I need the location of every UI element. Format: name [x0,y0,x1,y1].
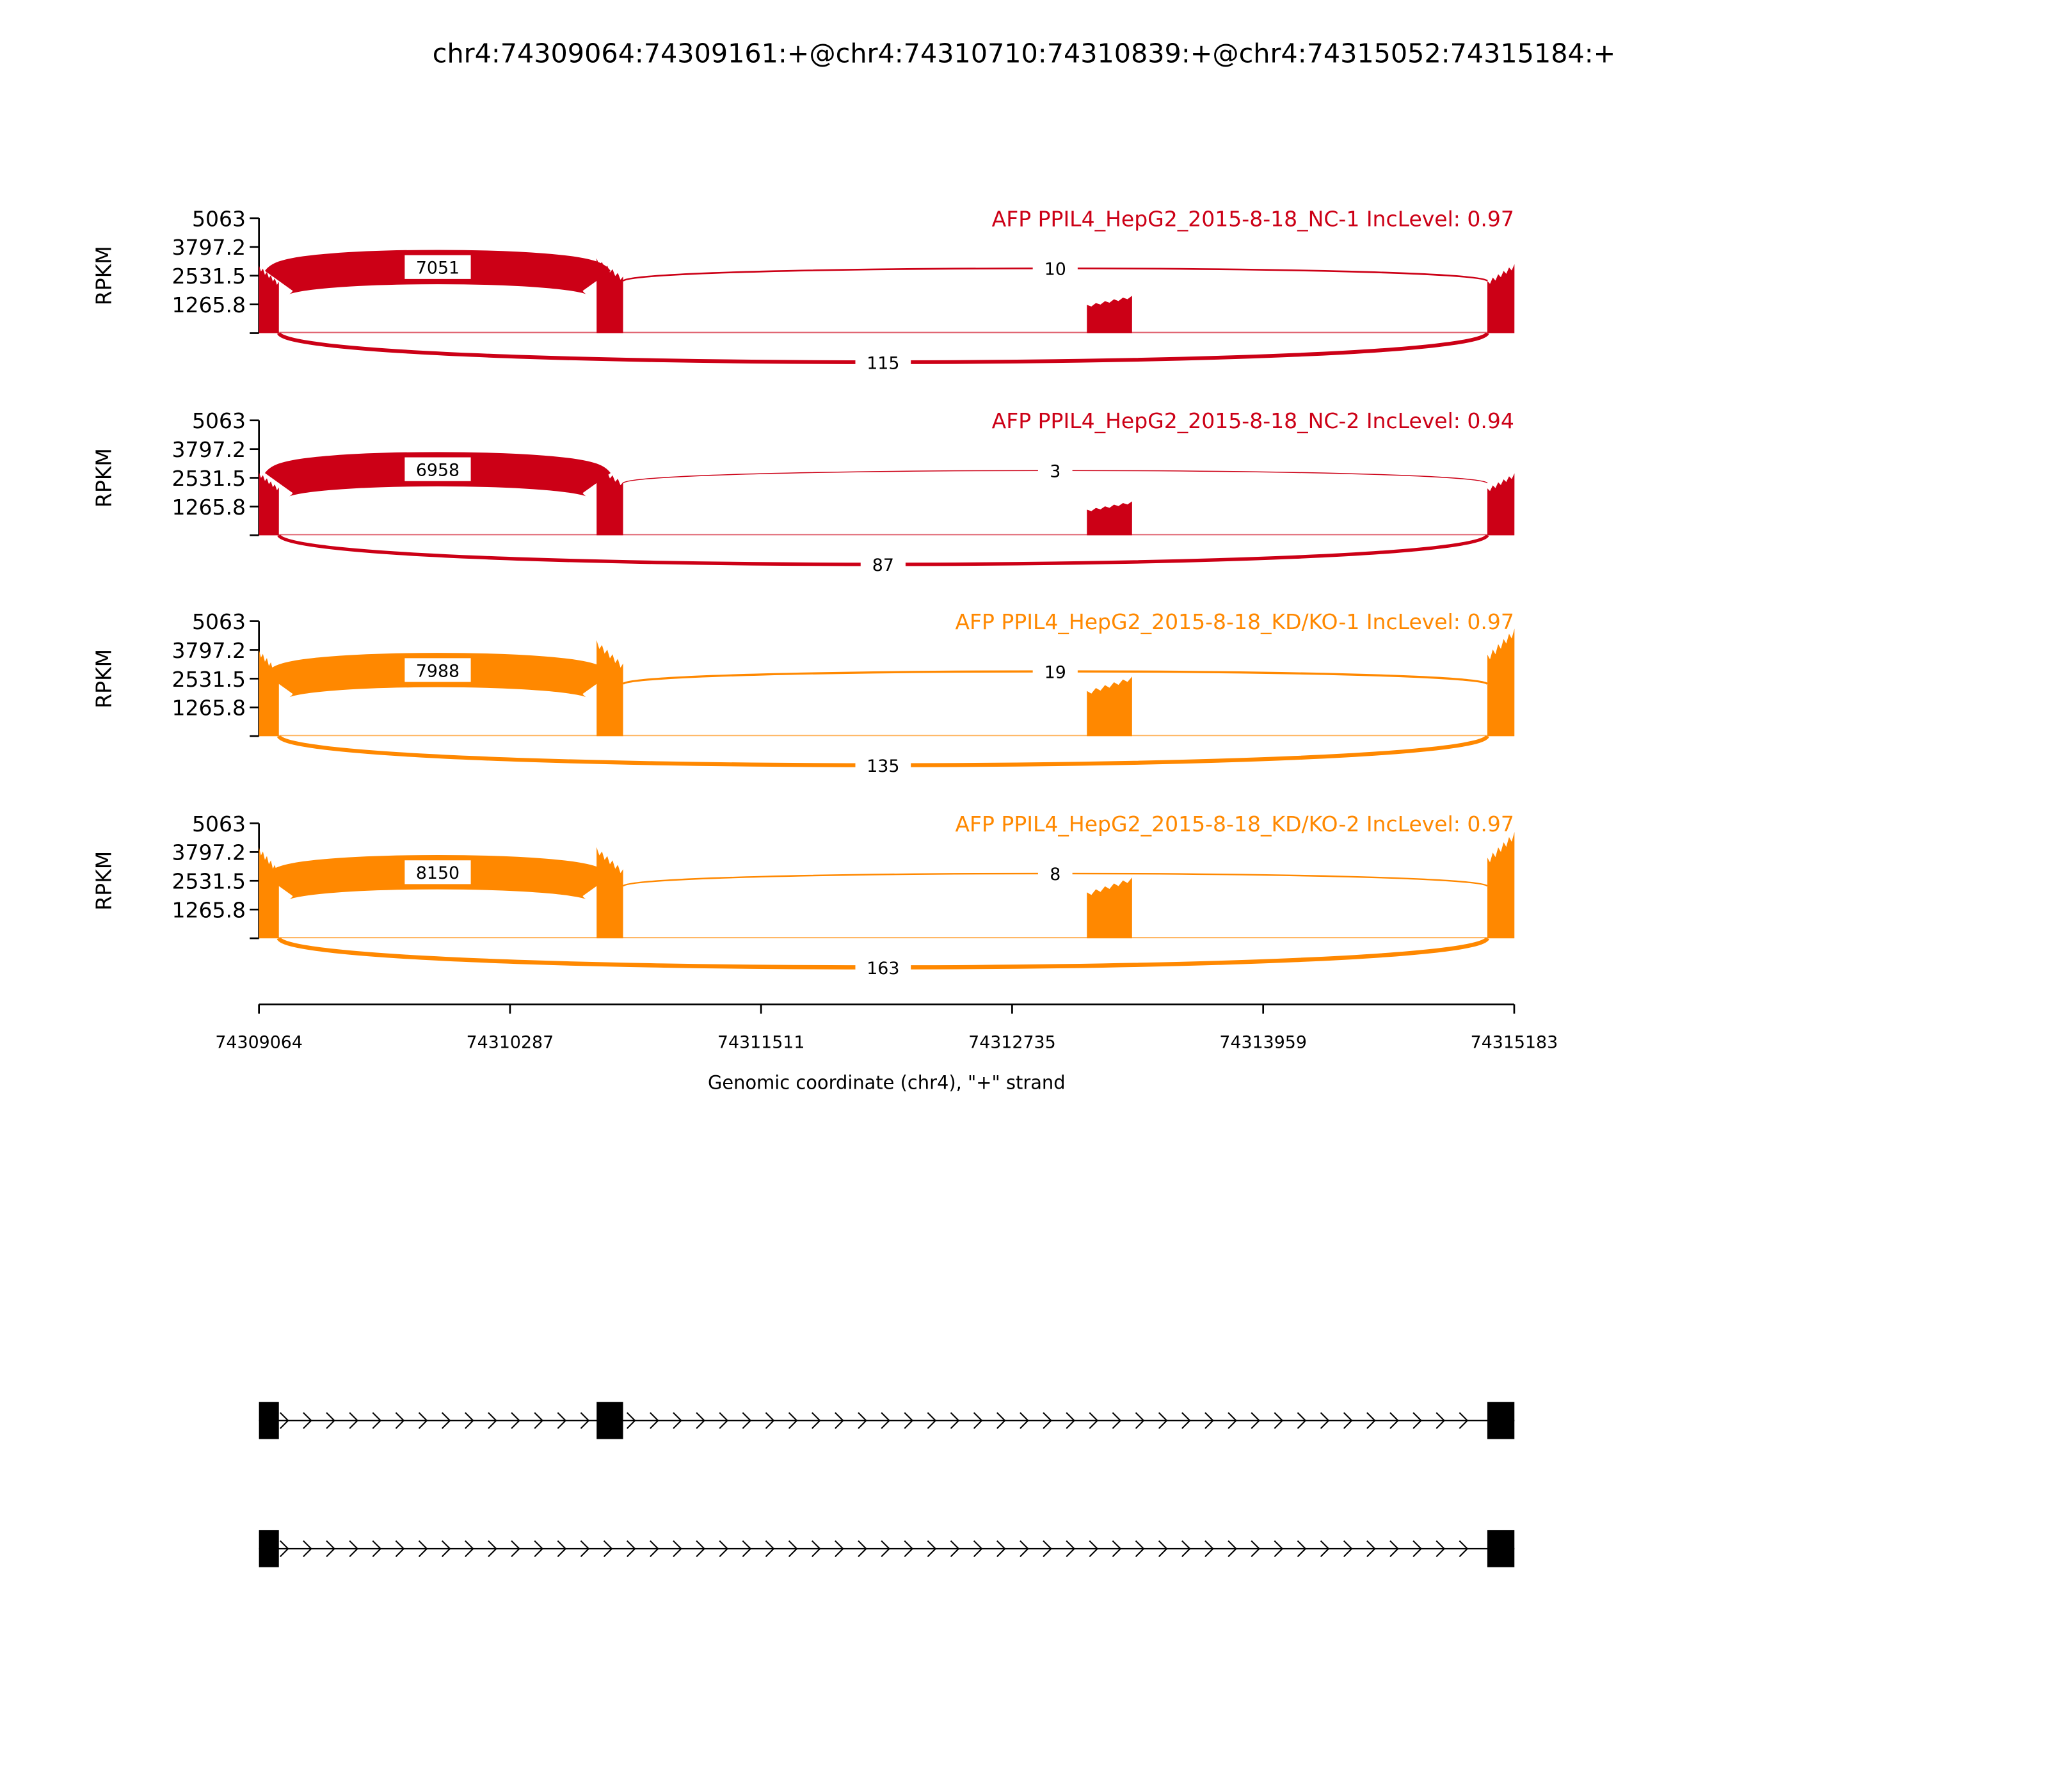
junction-count-label: 19 [1044,662,1066,683]
x-tick-label: 74311511 [717,1032,805,1053]
coverage-area [1087,676,1132,736]
coverage-area [259,650,279,736]
y-tick-label: 3797.2 [172,637,246,663]
y-axis-label: RPKM [91,448,116,508]
y-tick-label: 2531.5 [172,465,246,491]
track-panel [91,609,1514,777]
coverage-area [1087,501,1132,535]
coverage-area [1087,296,1132,333]
track-label: AFP PPIL4_HepG2_2015-8-18_KD/KO-2 IncLevel: 0.97 [955,811,1514,836]
coverage-area [596,640,623,736]
y-tick-label: 3797.2 [172,840,246,865]
junction-count-label: 10 [1044,259,1066,280]
track-label: AFP PPIL4_HepG2_2015-8-18_NC-2 IncLevel: 0.94 [991,408,1514,434]
track-panel [91,408,1514,576]
x-tick-label: 74315183 [1470,1032,1558,1053]
junction-count-label: 8150 [415,863,460,884]
y-tick-label: 2531.5 [172,868,246,894]
y-tick-label: 1265.8 [172,292,246,317]
exon-block [596,1402,623,1439]
exon-block [1487,1402,1514,1439]
y-tick-label: 5063 [191,408,246,434]
junction-count-label: 8 [1050,865,1061,885]
junction-count-label: 115 [867,353,900,374]
y-axis-label: RPKM [91,851,116,911]
y-tick-label: 1265.8 [172,494,246,520]
junction-count-label: 163 [867,958,900,979]
coverage-area [1087,877,1132,938]
coverage-area [259,847,279,938]
y-axis-label: RPKM [91,648,116,708]
junction-count-label: 7988 [415,661,460,682]
coverage-area [596,847,623,938]
y-tick-label: 3797.2 [172,235,246,260]
track-panel [91,206,1514,374]
coverage-area [1487,832,1514,938]
coverage-area [1487,474,1514,536]
y-tick-label: 5063 [191,811,246,836]
gene-models [259,1402,1515,1567]
x-tick-label: 74313959 [1219,1032,1307,1053]
junction-count-label: 135 [867,756,900,776]
track-label: AFP PPIL4_HepG2_2015-8-18_NC-1 IncLevel: 0.97 [991,206,1514,232]
x-tick-label: 74310287 [466,1032,554,1053]
chart-title: chr4:74309064:74309161:+@chr4:74310710:74310839:+@chr4:74315052:74315184:+ [432,38,1616,69]
transcript-model [259,1530,1515,1567]
y-tick-label: 2531.5 [172,666,246,692]
y-tick-label: 1265.8 [172,695,246,721]
junction-count-label: 87 [872,556,894,576]
junction-count-label: 3 [1050,461,1061,482]
y-tick-label: 1265.8 [172,897,246,923]
junction-count-label: 7051 [415,258,460,278]
y-tick-label: 2531.5 [172,264,246,289]
y-tick-label: 5063 [191,206,246,232]
y-tick-label: 5063 [191,609,246,634]
junction-count-label: 6958 [415,460,460,481]
exon-block [259,1402,279,1439]
x-axis [215,1004,1558,1052]
coverage-area [1487,628,1514,736]
track-panel [91,812,1514,979]
exon-block [259,1530,279,1567]
track-label: AFP PPIL4_HepG2_2015-8-18_KD/KO-1 IncLevel: 0.97 [955,609,1514,634]
transcript-model [259,1402,1515,1439]
tracks-group [91,206,1514,979]
x-axis-label: Genomic coordinate (chr4), "+" strand [707,1071,1066,1094]
y-tick-label: 3797.2 [172,437,246,463]
coverage-area [1487,264,1514,333]
coverage-area [259,472,279,536]
exon-block [1487,1530,1514,1567]
x-tick-label: 74312735 [968,1032,1056,1053]
y-axis-label: RPKM [91,246,116,306]
x-tick-label: 74309064 [215,1032,303,1053]
